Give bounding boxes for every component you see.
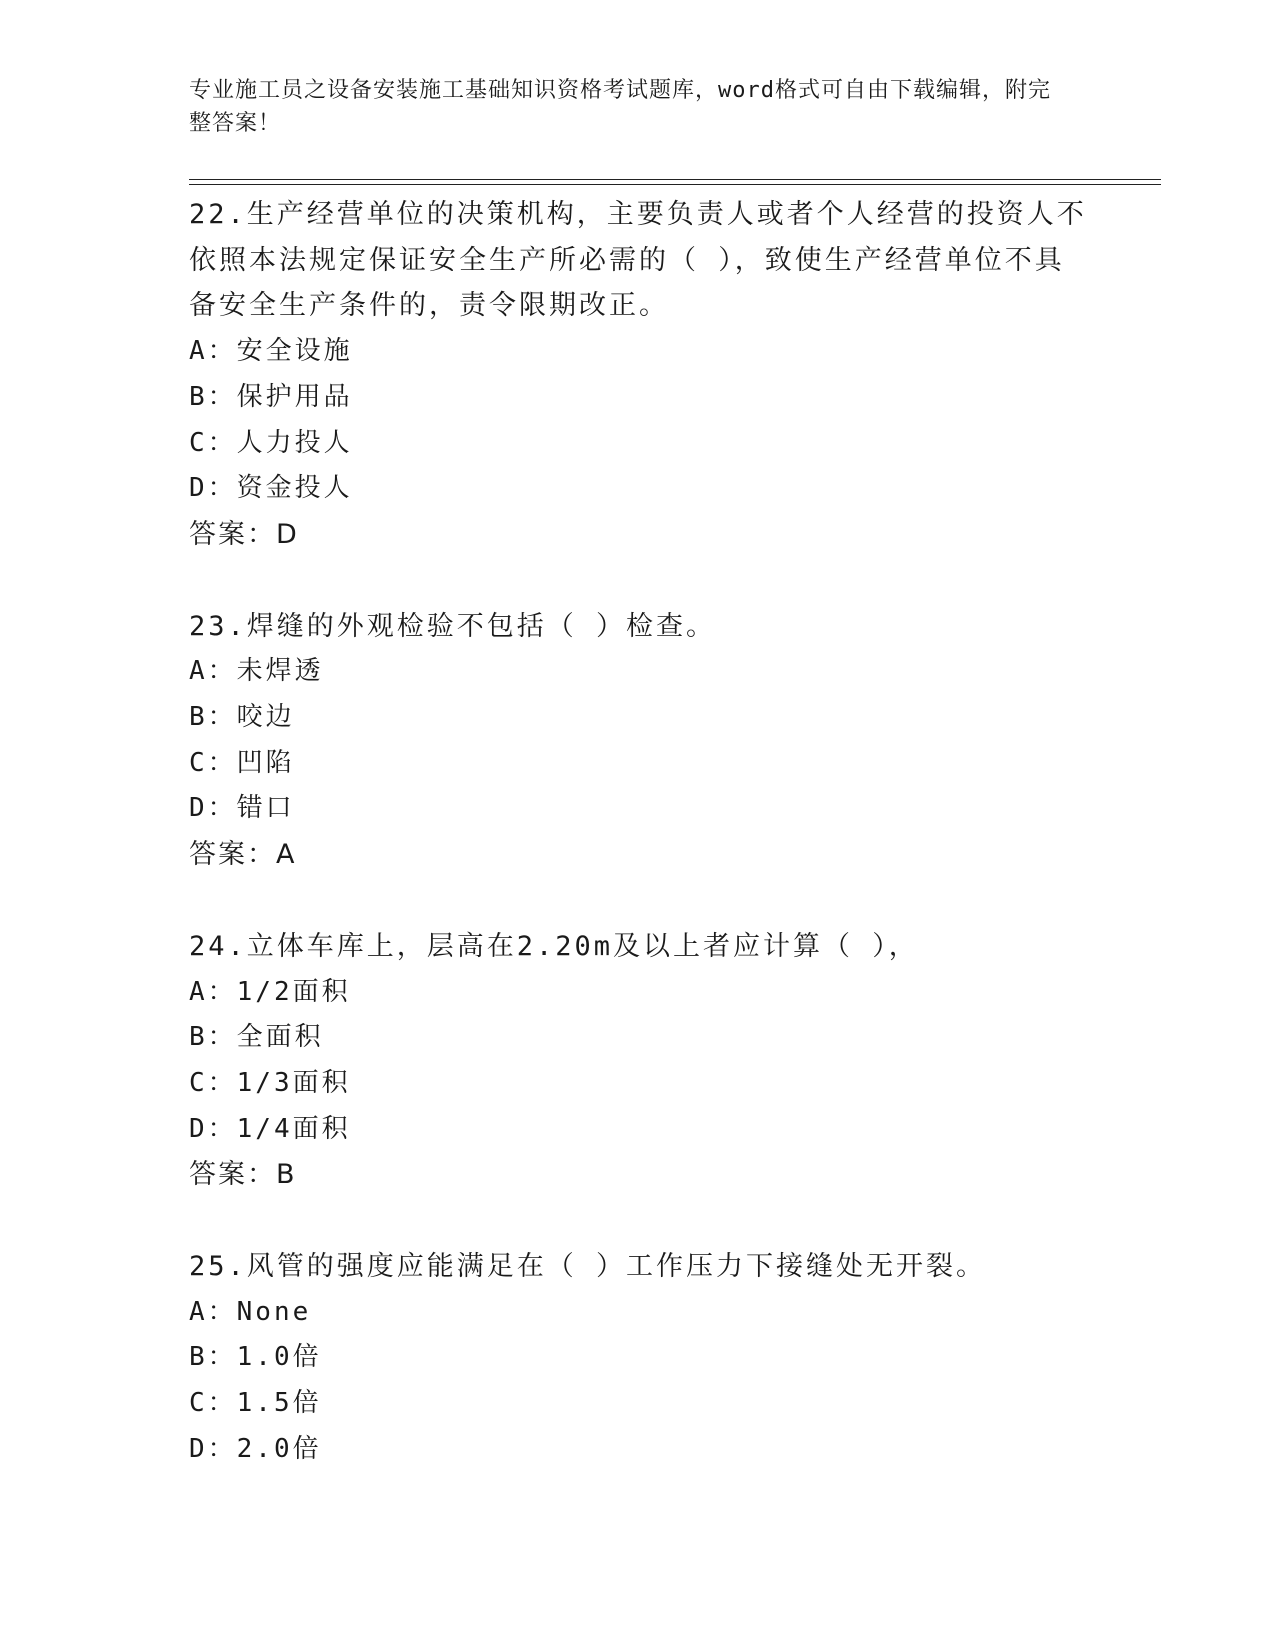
question-stem: 24.立体车库上，层高在2.20m及以上者应计算（ ），: [189, 930, 919, 962]
option-d: D：2.0倍: [189, 1433, 322, 1464]
option-b: B：1.0倍: [189, 1342, 322, 1373]
document-header: 专业施工员之设备安装施工基础知识资格考试题库，word格式可自由下载编辑，附完整答案！: [189, 78, 1051, 136]
option-d: D：资金投人: [189, 473, 353, 504]
option-c: C：人力投人: [189, 427, 353, 458]
question-24: [189, 924, 1089, 1198]
question-22: [189, 192, 1089, 558]
answer-line: 答案：D: [189, 518, 299, 550]
option-c: C：1/3面积: [189, 1067, 351, 1098]
answer-line: 答案：B: [189, 1159, 297, 1191]
question-stem: 25.风管的强度应能满足在（ ）工作压力下接缝处无开裂。: [189, 1251, 987, 1283]
question-stem: 23.焊缝的外观检验不包括（ ）检查。: [189, 610, 717, 642]
option-b: B：全面积: [189, 1022, 324, 1053]
option-b: B：保护用品: [189, 381, 353, 412]
option-b: B：咬边: [189, 702, 295, 733]
option-d: D：错口: [189, 793, 295, 824]
option-a: A：安全设施: [189, 336, 353, 367]
option-c: C：凹陷: [189, 747, 295, 778]
question-list: [189, 192, 1089, 1473]
option-a: A：None: [189, 1296, 312, 1327]
question-23: [189, 604, 1089, 878]
question-25: [189, 1244, 1089, 1473]
option-d: D：1/4面积: [189, 1113, 351, 1144]
question-stem: 22.生产经营单位的决策机构，主要负责人或者个人经营的投资人不依照本法规定保证安全生产所必需的（ ），致使生产经营单位不具备安全生产条件的，责令限期改正。: [189, 199, 1087, 322]
option-a: A：未焊透: [189, 656, 324, 687]
answer-line: 答案：A: [189, 839, 297, 871]
header-rule-top: [189, 179, 1161, 180]
option-a: A：1/2面积: [189, 976, 351, 1007]
option-c: C：1.5倍: [189, 1388, 322, 1419]
header-rule-bottom: [189, 184, 1161, 185]
